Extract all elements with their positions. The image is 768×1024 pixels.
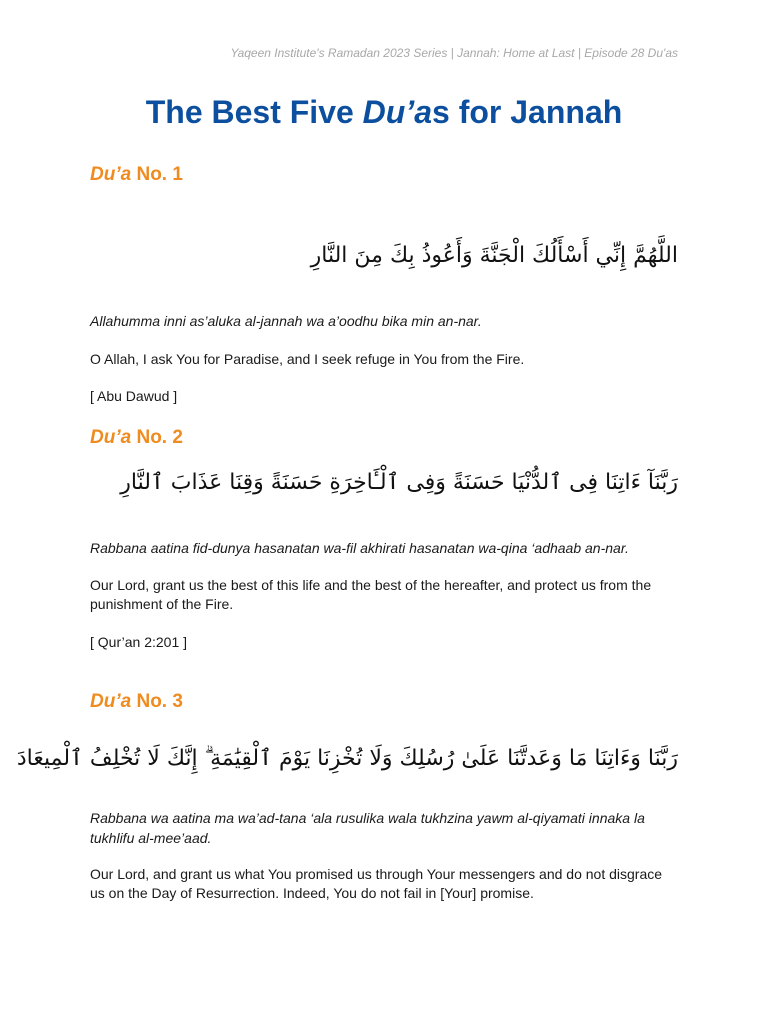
dua-1-heading	[90, 163, 678, 187]
dua-heading-number: No. 1	[131, 164, 183, 185]
dua-2-heading	[90, 426, 678, 450]
dua-3-arabic: رَبَّنَا وَءَاتِنَا مَا وَعَدتَّنَا عَلَىٰ رُسُلِكَ وَلَا تُخْزِنَا يَوْمَ ٱلْقِيَٰمَةِ ۗ إِنَّكَ لَا تُخْلِفُ ٱلْمِيعَادَ	[16, 746, 678, 771]
dua-2-transliteration: Rabbana aatina fid-dunya hasanatan wa-fil akhirati hasanatan wa-qina ‘adhaab an-nar.	[90, 540, 629, 556]
dua-1-transliteration: Allahumma inni as’aluka al-jannah wa a’oodhu bika min an-nar.	[90, 313, 482, 329]
title-italic: Du’a	[362, 94, 433, 130]
dua-heading-italic: Du’a	[90, 164, 132, 185]
dua-heading-number: No. 3	[131, 691, 183, 712]
dua-2-translation: Our Lord, grant us the best of this life and the best of the hereafter, and protect us from the punishment of the Fire.	[90, 577, 652, 612]
series-header: Yaqeen Institute's Ramadan 2023 Series | Jannah: Home at Last | Episode 28 Du'as	[230, 46, 678, 60]
dua-2	[90, 426, 678, 666]
dua-1-source: [ Abu Dawud ]	[90, 388, 178, 404]
dua-1-translation: O Allah, I ask You for Paradise, and I seek refuge in You from the Fire.	[90, 351, 525, 367]
dua-heading-italic: Du’a	[90, 427, 132, 448]
title-suffix: s for Jannah	[432, 94, 623, 130]
dua-3-heading	[90, 690, 678, 714]
title-prefix: The Best Five	[145, 94, 363, 130]
dua-3	[16, 690, 678, 920]
dua-heading-number: No. 2	[131, 427, 183, 448]
dua-1-arabic: اللَّهُمَّ إِنِّي أَسْأَلُكَ الْجَنَّةَ وَأَعُوذُ بِكَ مِنَ النَّارِ	[310, 243, 678, 268]
page-title	[0, 94, 768, 131]
dua-1	[90, 163, 678, 413]
dua-2-arabic: رَبَّنَآ ءَاتِنَا فِى ٱلدُّنْيَا حَسَنَةً وَفِى ٱلْـَٔاخِرَةِ حَسَنَةً وَقِنَا عَذَابَ ٱلنَّارِ	[120, 470, 678, 495]
dua-heading-italic: Du’a	[90, 691, 132, 712]
dua-3-transliteration: Rabbana wa aatina ma wa’ad-tana ‘ala rusulika wala tukhzina yawm al-qiyamati innaka la tukhlifu al-mee’aad.	[90, 810, 645, 846]
dua-3-translation: Our Lord, and grant us what You promised us through Your messengers and do not disgrace us on the Day of Resurrection. Indeed, You do not fail in [Your] promise.	[90, 866, 663, 901]
dua-2-source: [ Qur’an 2:201 ]	[90, 634, 188, 650]
